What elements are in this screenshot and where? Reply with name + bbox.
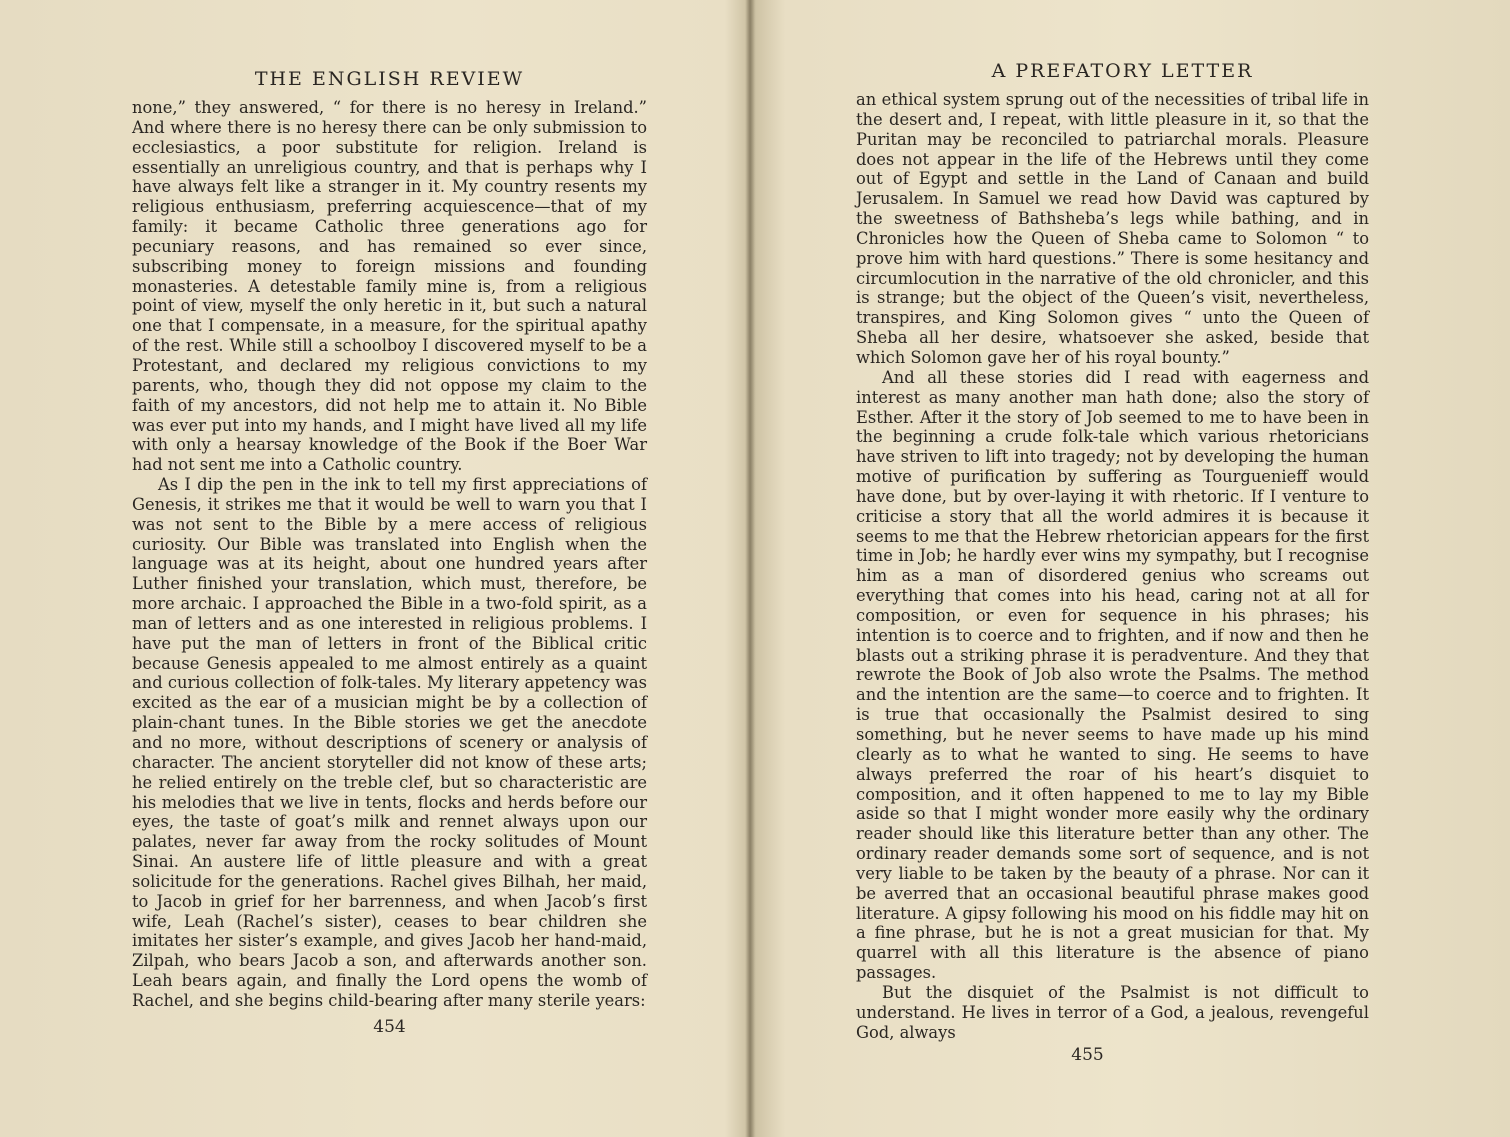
left-page-body bbox=[132, 98, 647, 1011]
left-page bbox=[132, 68, 647, 1037]
right-paragraph-2: And all these stories did I read with eagerness and interest as many another man hath done; also the story of Esther. After it the story of Job seemed to me to have been in the beginning a crude folk-tale which various rhetoricians have striven to lift into tragedy; not by developing the human motive of purification by suffering as Tourguenieff would have done, but by over-laying it with rhetoric. If I venture to criticise a story that all the world admires it is because it seems to me that the Hebrew rhetorician appears for the first time in Job; he hardly ever wins my sympathy, but I recognise him as a man of disordered genius who screams out everything that comes into his head, caring not at all for composition, or even for sequence in his phrases; his intention is to coerce and to frighten, and if now and then he blasts out a striking phrase it is peradventure. And they that rewrote the Book of Job also wrote the Psalms. The method and the intention are the same—to coerce and to frighten. It is true that occasionally the Psalmist desired to sing something, but he never seems to have made up his mind clearly as to what he wanted to sing. He seems to have always preferred the roar of his heart’s disquiet to composition, and it often happened to me to lay my Bible aside so that I might wonder more easily why the ordinary reader should like this literature better than any other. The ordinary reader demands some sort of sequence, and is not very liable to be taken by the beauty of a phrase. Nor can it be averred that an occasional beautiful phrase makes good literature. A gipsy following his mood on his fiddle may hit on a fine phrase, but he is not a great musician for that. My quarrel with all this literature is the absence of piano passages. bbox=[856, 367, 1369, 983]
right-paragraph-1: an ethical system sprung out of the necessities of tribal life in the desert and, I repeat, with little pleasure in it, so that the Puritan may be reconciled to patriarchal morals. Pleasure does not appear in the life of the Hebrews until they come out of Egypt and settle in the Land of Canaan and build Jerusalem. In Samuel we read how David was captured by the sweetness of Bathsheba’s legs while bathing, and in Chronicles how the Queen of Sheba came to Solomon “ to prove him with hard questions.” There is some hesitancy and circumlocution in the narrative of the old chronicler, and this is strange; but the object of the Queen’s visit, nevertheless, transpires, and King Solomon gives “ unto the Queen of Sheba all her desire, whatsoever she asked, beside that which Solomon gave her of his royal bounty.” bbox=[856, 90, 1369, 367]
left-page-number: 454 bbox=[373, 1016, 406, 1037]
left-paragraph-2: As I dip the pen in the ink to tell my first appreciations of Genesis, it strikes me that it would be well to warn you that I was not sent to the Bible by a mere access of religious curiosity. Our Bible was translated into English when the language was at its height, about one hundred years after Luther finished your translation, which must, therefore, be more archaic. I approached the Bible in a two-fold spirit, as a man of letters and as one interested in religious problems. I have put the man of letters in front of the Biblical critic because Genesis appealed to me almost entirely as a quaint and curious collection of folk-tales. My literary appetency was excited as the ear of a musician might be by a collection of plain-chant tunes. In the Bible stories we get the anecdote and no more, without descriptions of scenery or analysis of character. The ancient storyteller did not know of these arts; he relied entirely on the treble clef, but so characteristic are his melodies that we live in tents, flocks and herds before our eyes, the taste of goat’s milk and rennet always upon our palates, never far away from the rocky solitudes of Mount Sinai. An austere life of little pleasure and with a great solicitude for the generations. Rachel gives Bilhah, her maid, to Jacob in grief for her barrenness, and when Jacob’s first wife, Leah (Rachel’s sister), ceases to bear children she imitates her sister’s example, and gives Jacob her hand-maid, Zilpah, who bears Jacob a son, and afterwards another son. Leah bears again, and finally the Lord opens the womb of Rachel, and she begins child-bearing after many sterile years: bbox=[132, 475, 647, 1010]
left-paragraph-1: none,” they answered, “ for there is no heresy in Ireland.” And where there is no heresy there can be only submission to ecclesiastics, a poor substitute for religion. Ireland is essentially an unreligious country, and that is perhaps why I have always felt like a stranger in it. My country resents my religious enthusiasm, preferring acquiescence—that of my family: it became Catholic three generations ago for pecuniary reasons, and has remained so ever since, subscribing money to foreign missions and founding monasteries. A detestable family mine is, from a religious point of view, myself the only heretic in it, but such a natural one that I compensate, in a measure, for the spiritual apathy of the rest. While still a schoolboy I discovered myself to be a Protestant, and declared my religious convictions to my parents, who, though they did not oppose my claim to the faith of my ancestors, did not help me to attain it. No Bible was ever put into my hands, and I might have lived all my life with only a hearsay knowledge of the Book if the Boer War had not sent me into a Catholic country. bbox=[132, 98, 647, 475]
right-page bbox=[856, 60, 1369, 1065]
book-gutter bbox=[745, 0, 755, 1137]
right-paragraph-3: But the disquiet of the Psalmist is not difficult to understand. He lives in terror of a God, a jealous, revengeful God, always bbox=[856, 982, 1369, 1042]
right-page-body bbox=[856, 90, 1369, 1043]
left-running-head: THE ENGLISH REVIEW bbox=[254, 68, 525, 90]
right-page-number: 455 bbox=[1071, 1044, 1104, 1065]
right-running-head: A PREFATORY LETTER bbox=[991, 60, 1254, 82]
